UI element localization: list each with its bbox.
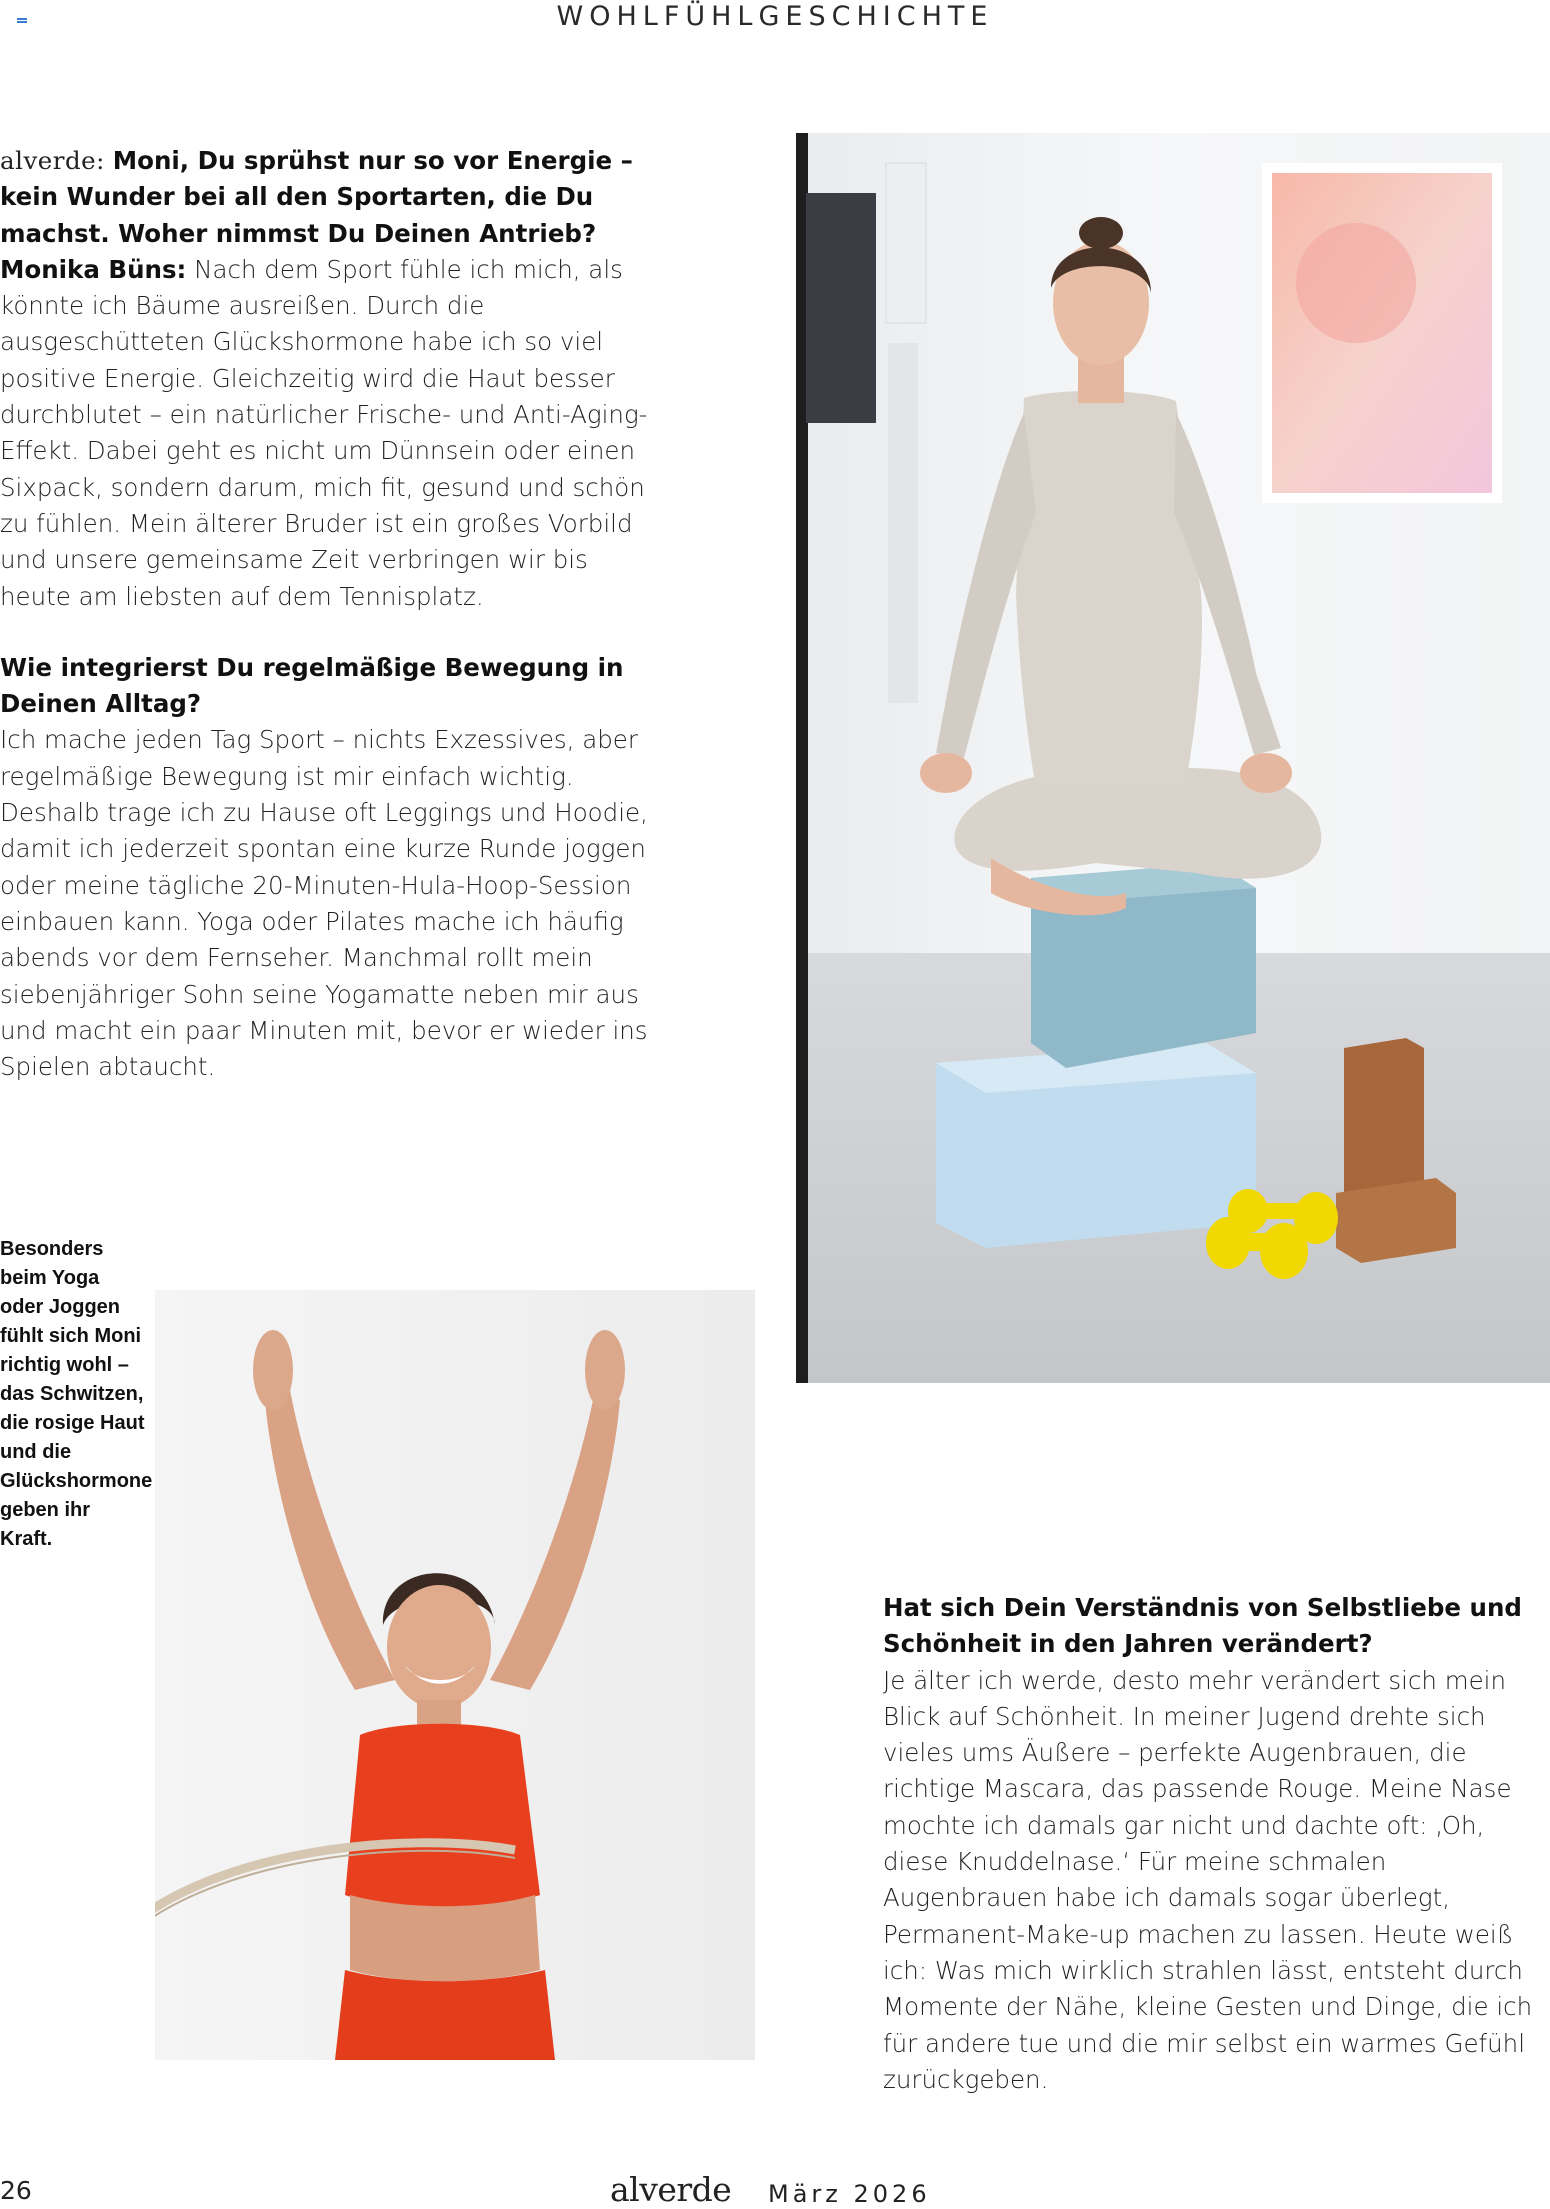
interviewer-brand: alverde: [0,146,105,175]
yoga-photo [796,133,1550,1383]
footer-brand-logo: alverde [610,2170,732,2209]
interview-right-column [883,1590,1550,2098]
yoga-photo-illustration [796,133,1550,1383]
answer-1-text: Nach dem Sport fühle ich mich, als könnte ich Bäume ausreißen. Durch die ausgeschütteten Glückshormone habe ich so viel positive Energie. Gleichzeitig wird die Haut besser durchblutet – ein natürlicher Frische- und Anti-Aging-Effekt. Dabei geht es nicht um Dünnsein oder einen Sixpack, sondern darum, mich fit, gesund und schön zu fühlen. Mein älterer Bruder ist ein großes Vorbild und unsere gemeinsame Zeit verbringen wir bis heute am liebsten auf dem Tennisplatz. [0,254,648,611]
hula-hoop-photo [155,1290,755,2060]
answer-3: Je älter ich werde, desto mehr verändert sich mein Blick auf Schönheit. In meiner Jugend drehte sich vieles ums Äußere – perfekte Augenbrauen, die richtige Mascara, das passende Rouge. Meine Nase mochte ich damals gar nicht und dachte oft: ‚Oh, diese Knuddelnase.‘ Für meine schmalen Augenbrauen habe ich damals sogar überlegt, Permanent-Make-up machen zu lassen. Heute weiß ich: Was mich wirklich strahlen lässt, entsteht durch Momente der Nähe, kleine Gesten und Dinge, die ich für andere tue und die mir selbst ein warmes Gefühl zurückgeben. [883,1665,1533,2094]
question-2: Wie integrierst Du regelmäßige Bewegung in Deinen Alltag? [0,652,624,719]
question-3: Hat sich Dein Verständnis von Selbstliebe und Schönheit in den Jahren verändert? [883,1593,1522,1659]
answer-1 [0,252,665,615]
question-1 [0,143,665,252]
section-title: WOHLFÜHLGESCHICHTE [556,1,994,32]
hula-hoop-photo-illustration [155,1290,755,2060]
question-1-text: Moni, Du sprühst nur so vor Energie – kein Wunder bei all den Sportarten, die Du machst. Woher nimmst Du Deinen Antrieb? [0,146,633,248]
issue-date: März 2026 [768,2180,931,2208]
interview-left-column [0,143,665,1085]
answer-2: Ich mache jeden Tag Sport – nichts Exzessives, aber regelmäßige Bewegung ist mir einfach wichtig. Deshalb trage ich zu Hause oft Leggings und Hoodie, damit ich jederzeit spontan eine kurze Runde joggen oder meine tägliche 20-Minuten-Hula-Hoop-Session einbauen kann. Yoga oder Pilates mache ich häufig abends vor dem Fernseher. Manchmal rollt mein siebenjähriger Sohn seine Yogamatte neben mir aus und macht ein paar Minuten mit, bevor er wieder ins Spielen abtaucht. [0,725,648,1082]
answer-1-speaker: Monika Büns: [0,254,187,284]
photo-caption: Besonders beim Yoga oder Joggen fühlt sich Moni richtig wohl – das Schwitzen, die rosige Haut und die Glückshormone geben ihr Kraft. [0,1238,153,1550]
page-number: 26 [0,2176,32,2205]
